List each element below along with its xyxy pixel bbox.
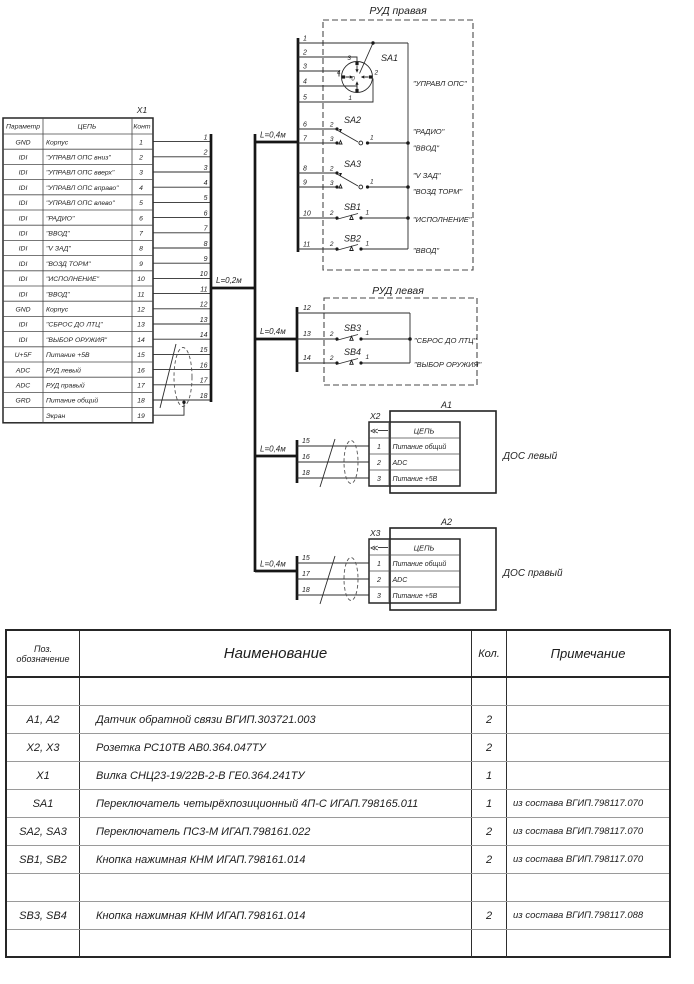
pin-number: 11	[303, 241, 311, 249]
cell: "ИСПОЛНЕНИЕ"	[46, 276, 99, 284]
cell: 18	[137, 397, 145, 405]
pin-number: 17	[199, 377, 208, 385]
sb3-ref: SB3	[344, 323, 362, 333]
signal-label: "РАДИО"	[413, 127, 445, 136]
switch-sa1	[337, 41, 467, 102]
pin-number: 14	[199, 332, 208, 339]
table-row	[7, 790, 669, 818]
sb1-ref: SB1	[344, 202, 362, 212]
bom-table	[5, 629, 671, 958]
table-row	[7, 678, 669, 706]
pin-number: 13	[199, 316, 208, 324]
x1-header-param: Параметр	[6, 123, 40, 131]
cell: Экран	[46, 412, 66, 420]
pin-number: 6	[303, 121, 307, 129]
cell: "РАДИО"	[46, 215, 75, 223]
signal-label: "ВЫБОР ОРУЖИЯ"	[414, 360, 482, 369]
pin-number: 17	[302, 571, 310, 578]
contact-number: 1	[365, 240, 370, 248]
cell-qty	[472, 874, 507, 901]
cell: IDI	[18, 245, 28, 253]
bom-header-name: Наименование	[80, 631, 472, 676]
cell: 3	[139, 169, 143, 177]
cell: 2	[377, 576, 381, 584]
cell: РУД левый	[46, 367, 81, 375]
cell: ADC	[15, 382, 31, 390]
cell-pos	[7, 678, 80, 705]
bom-header-pos	[7, 631, 80, 676]
pin-number: 14	[303, 355, 311, 362]
dos-right-label: ДОС правый	[503, 568, 563, 579]
cell: Питание общий	[392, 443, 447, 451]
x2-connector-label: Х2	[370, 411, 381, 421]
pin-number: 9	[303, 179, 307, 187]
button-sb3	[329, 323, 477, 345]
pin-number: 5	[203, 195, 208, 203]
contact-number: 1	[365, 330, 370, 337]
button-sb1	[329, 202, 472, 224]
contact-number: 2	[329, 241, 334, 248]
rud-right-pin-numbers	[302, 36, 311, 249]
cell-note	[507, 734, 669, 761]
arrow-down-icon	[355, 69, 358, 73]
cell: 1	[377, 443, 381, 451]
cell-name	[80, 930, 472, 958]
contact-number: 2	[329, 121, 334, 129]
cell: 2	[139, 154, 143, 162]
table-row	[7, 930, 669, 958]
cell-qty: 2	[472, 846, 507, 873]
junction-dot	[371, 41, 374, 44]
cell: "ВОЗД ТОРМ"	[46, 260, 91, 268]
cell: 5	[139, 200, 143, 208]
signal-label: "СБРОС ДО ЛТЦ"	[414, 336, 477, 345]
cable-label-rud-right: L=0,4м	[260, 130, 286, 140]
cell-pos: SA1	[7, 790, 80, 817]
pin-number: 18	[302, 587, 310, 594]
arrow-up-icon	[355, 81, 358, 85]
cell: 11	[137, 291, 145, 299]
cell-name: Вилка СНЦ23-19/22В-2-В ГЕ0.364.241ТУ	[80, 762, 472, 789]
cell-pos: SA2, SA3	[7, 818, 80, 845]
cell-note: из состава ВГИП.798117.088	[513, 910, 644, 921]
junction-dot	[406, 216, 410, 220]
cell-name	[80, 678, 472, 705]
contact-number: 1	[370, 134, 374, 142]
cell-pos: Х1	[7, 762, 80, 789]
cell: 10	[137, 276, 145, 284]
cell: GND	[15, 139, 31, 147]
signal-label: "ВВОД"	[413, 143, 440, 153]
cell: IDI	[18, 169, 28, 177]
junction-dot	[408, 337, 412, 341]
cell-note: из состава ВГИП.798117.070	[513, 798, 644, 809]
cell: Питание +5В	[392, 475, 438, 483]
cell-name	[80, 874, 472, 901]
cell: IDI	[18, 321, 28, 329]
cell: IDI	[18, 260, 28, 268]
cell: Питание +5В	[46, 352, 90, 360]
pin-number: 18	[199, 392, 208, 400]
cell: IDI	[18, 230, 28, 238]
dos-left-unit	[297, 400, 558, 493]
contact-number: 2	[329, 210, 334, 217]
junction-dot	[406, 185, 410, 189]
cell-note: из состава ВГИП.798117.070	[513, 826, 644, 837]
cable-label-dos-left: L=0,4м	[260, 444, 286, 454]
plug-symbol-icon: ≪	[370, 543, 379, 553]
cell-name: Датчик обратной связи ВГИП.303721.003	[80, 706, 472, 733]
a1-ref: А1	[441, 400, 453, 410]
cell: 9	[139, 260, 143, 268]
pin-number: 1	[203, 134, 208, 142]
cell: 1	[377, 560, 381, 568]
pin-number: 16	[302, 454, 310, 461]
cell-qty: 2	[472, 902, 507, 929]
table-row	[7, 818, 669, 846]
x2-connector-table	[369, 422, 460, 486]
table-row	[7, 874, 669, 902]
cell-pos	[7, 874, 80, 901]
contact-number: 1	[348, 95, 352, 102]
pin-number: 15	[302, 555, 310, 562]
cell-note	[507, 678, 669, 705]
pin-number: 4	[203, 180, 208, 187]
cell: "V ЗАД"	[46, 245, 71, 253]
cell: IDI	[18, 200, 28, 208]
cell: 4	[139, 184, 143, 192]
table-row	[7, 902, 669, 930]
rud-right-title: РУД правая	[369, 5, 427, 17]
cell: U+5F	[14, 352, 32, 360]
switch-sa3	[329, 159, 463, 196]
sb2-ref: SB2	[344, 233, 362, 244]
cell-note: из состава ВГИП.798117.070	[513, 854, 644, 865]
junction-dot	[406, 141, 410, 145]
contact-number: 1	[365, 209, 370, 217]
contact-number: 1	[370, 178, 374, 186]
cell: 15	[137, 352, 145, 360]
table-header: ЦЕПЬ	[413, 426, 435, 436]
cell-note	[507, 706, 669, 733]
header-text: обозначение	[16, 653, 70, 664]
pin-number: 11	[200, 286, 208, 294]
contact-number: 2	[329, 355, 334, 362]
dos-left-pin-numbers	[302, 438, 310, 477]
bom-header-note: Примечание	[550, 646, 626, 661]
contact-number: 0	[351, 76, 355, 83]
signal-label: "V ЗАД"	[413, 171, 441, 180]
cell-name: Розетка РС10ТВ АВ0.364.047ТУ	[80, 734, 472, 761]
dos-left-label: ДОС левый	[503, 451, 558, 462]
header-text: Поз.	[33, 643, 53, 654]
cell: 2	[377, 459, 381, 467]
bus-pin-numbers	[200, 134, 209, 399]
x1-harness-wires	[153, 134, 211, 415]
cell: "УПРАВЛ ОПС влево"	[46, 200, 115, 208]
cell: "ВВОД"	[46, 230, 70, 238]
cell: 1	[139, 139, 143, 147]
cell: IDI	[18, 291, 28, 299]
cell: 6	[139, 215, 143, 223]
table-header: ЦЕПЬ	[413, 543, 435, 553]
cell: IDI	[18, 276, 28, 284]
plug-symbol-icon: ≪	[370, 426, 379, 436]
cell-name: Кнопка нажимная КНМ ИГАП.798161.014	[80, 902, 472, 929]
x3-connector-label: Х3	[370, 528, 381, 538]
pin-number: 12	[199, 301, 208, 309]
rud-right-panel	[298, 5, 473, 270]
cell: "СБРОС ДО ЛТЦ"	[46, 321, 103, 329]
contact-number: 2	[329, 165, 334, 173]
cell: 8	[139, 245, 143, 253]
cell: 19	[137, 412, 145, 420]
cell: Корпус	[46, 139, 69, 147]
contact-number: 2	[329, 331, 334, 338]
cell-note	[507, 874, 669, 901]
pin-number: 2	[203, 149, 208, 157]
cell-qty: 2	[472, 818, 507, 845]
cell: IDI	[18, 184, 28, 192]
x1-title: Х1	[136, 105, 148, 115]
cell: 17	[137, 382, 145, 390]
cell-name: Кнопка нажимная КНМ ИГАП.798161.014	[80, 846, 472, 873]
bom-header-row	[7, 631, 669, 678]
cell-qty: 2	[472, 734, 507, 761]
cell: 13	[137, 321, 145, 329]
x1-header-circuit: ЦЕПЬ	[77, 123, 97, 131]
button-sb2	[329, 234, 439, 256]
cable-buses	[210, 131, 299, 573]
cell-pos: А1, А2	[7, 706, 80, 733]
contact-number: 3	[329, 136, 334, 143]
contact-number: 2	[374, 69, 379, 77]
cell: GRD	[15, 397, 31, 405]
signal-label: "ВОЗД ТОРМ"	[413, 187, 463, 196]
arrow-left-icon	[361, 75, 365, 78]
button-sb4	[329, 347, 482, 369]
pin-number: 1	[303, 35, 307, 43]
pin-number: 3	[203, 164, 208, 172]
sb4-ref: SB4	[344, 347, 362, 357]
cell-pos: Х2, Х3	[7, 734, 80, 761]
rud-left-pin-numbers	[303, 305, 311, 362]
pin-number: 6	[203, 210, 208, 218]
cell: 7	[139, 230, 143, 238]
signal-label: "УПРАВЛ ОПС"	[413, 79, 467, 88]
cell: "УПРАВЛ ОПС вправо"	[46, 184, 119, 192]
cell: 3	[377, 592, 381, 600]
pin-number: 13	[303, 331, 311, 338]
cell-qty	[472, 930, 507, 958]
cell: 16	[137, 367, 145, 375]
main-cable-label: L=0,2м	[216, 276, 242, 285]
cell: IDI	[18, 336, 28, 344]
cell: "ВВОД"	[46, 291, 70, 299]
cell: 14	[137, 336, 145, 344]
cell: Питание общий	[392, 560, 447, 568]
switch-sa2	[329, 115, 445, 153]
cell: Питание общий	[46, 397, 99, 405]
sa1-ref: SA1	[381, 53, 399, 63]
table-row	[7, 846, 669, 874]
pin-number: 18	[302, 470, 310, 477]
cell: IDI	[18, 215, 28, 223]
cell-name: Переключатель ПС3-М ИГАП.798161.022	[80, 818, 472, 845]
pin-number: 5	[303, 94, 307, 102]
dos-right-unit	[297, 517, 563, 610]
cell: ADC	[15, 367, 31, 375]
cell: ADC	[392, 576, 408, 584]
shield-junction-dot	[182, 401, 185, 404]
contact-number: 3	[329, 180, 334, 187]
pin-number: 2	[303, 49, 307, 57]
pin-number: 15	[199, 347, 208, 355]
pin-number: 10	[303, 210, 311, 218]
x1-connector-table	[3, 105, 153, 423]
cable-label-rud-left: L=0,4м	[260, 327, 286, 336]
pin-number: 3	[303, 63, 307, 71]
cell-qty: 1	[472, 790, 507, 817]
cell: GND	[15, 306, 31, 314]
table-row	[7, 706, 669, 734]
pin-number: 7	[303, 135, 307, 143]
rud-left-panel	[297, 285, 482, 385]
cell: Питание +5В	[392, 592, 438, 600]
pin-number: 4	[303, 78, 307, 86]
cell-qty: 1	[472, 762, 507, 789]
pin-number: 8	[303, 165, 307, 173]
twist-slash-icon	[160, 344, 176, 408]
cell-qty: 2	[472, 706, 507, 733]
cell-qty	[472, 678, 507, 705]
pin-number: 9	[203, 256, 208, 263]
x1-header-pin: Конт	[133, 123, 151, 131]
shield-ellipse-icon	[174, 348, 192, 407]
table-row	[7, 762, 669, 790]
pin-number: 12	[303, 305, 311, 312]
shield-wire	[153, 403, 184, 415]
cell-note	[507, 762, 669, 789]
cell: IDI	[18, 154, 28, 162]
pin-number: 8	[203, 240, 208, 248]
signal-label: "ВВОД"	[413, 246, 440, 255]
cell-pos: SB3, SB4	[7, 902, 80, 929]
dos-right-pin-numbers	[302, 555, 311, 594]
a2-ref: А2	[441, 517, 453, 527]
cell-note	[507, 930, 669, 958]
pin-number: 15	[302, 438, 310, 445]
bom-header-qty: Кол.	[472, 631, 507, 676]
cell: 3	[377, 475, 381, 483]
rud-left-title: РУД левая	[372, 285, 424, 297]
pin-number: 10	[199, 271, 208, 279]
pin-number: 16	[199, 362, 208, 370]
x3-connector-table	[369, 539, 460, 603]
x1-rows	[15, 139, 145, 420]
contact-number: 1	[365, 354, 370, 361]
sa2-ref: SA2	[344, 115, 362, 125]
cell: "УПРАВЛ ОПС вниз"	[46, 154, 111, 162]
cell: ADC	[392, 459, 408, 467]
contact-number: 3	[347, 55, 351, 62]
cell-pos	[7, 930, 80, 958]
sa3-ref: SA3	[344, 159, 362, 169]
table-row	[7, 734, 669, 762]
cable-label-dos-right: L=0,4м	[260, 559, 286, 569]
pin-number: 7	[203, 225, 208, 233]
cell: "УПРАВЛ ОПС вверх"	[46, 169, 115, 177]
cell-name: Переключатель четырёхпозиционный 4П-С ИГАП.798165.011	[80, 790, 472, 817]
cell: РУД правый	[46, 382, 85, 390]
cell: 12	[137, 306, 145, 314]
cell-pos: SB1, SB2	[7, 846, 80, 873]
signal-label: "ИСПОЛНЕНИЕ"	[413, 215, 472, 224]
contact-number: 4	[336, 69, 341, 77]
cell: "ВЫБОР ОРУЖИЯ"	[46, 336, 107, 344]
cell: Корпус	[46, 306, 69, 314]
